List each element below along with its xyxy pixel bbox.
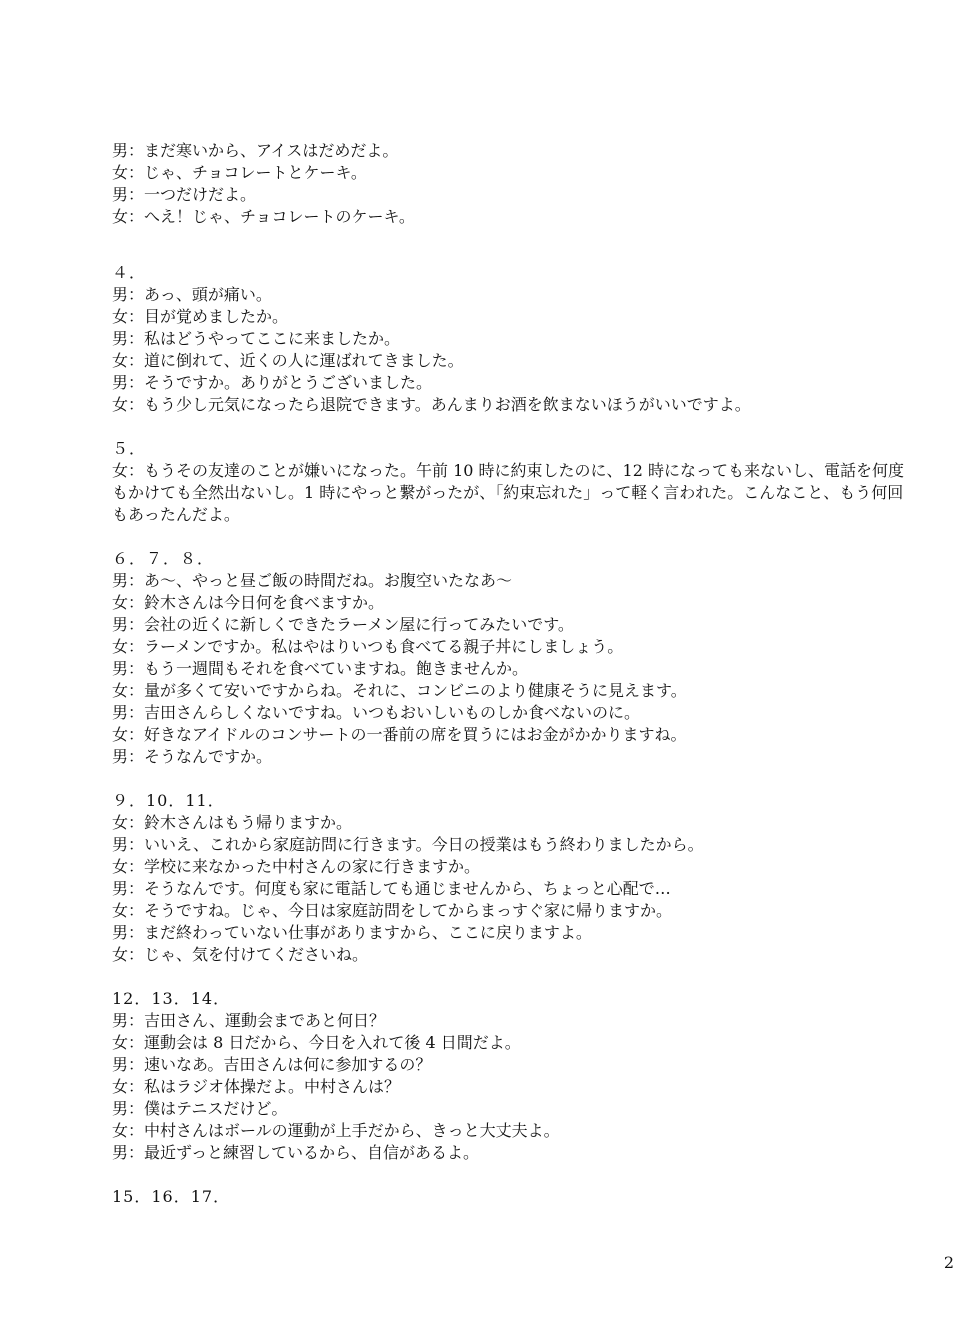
dialogue-line: 女：目が覚めましたか。 (112, 307, 289, 326)
dialogue-line: 女：鈴木さんは今日何を食べますか。 (112, 593, 385, 612)
dialogue-line: 女：好きなアイドルのコンサートの一番前の席を買うにはお金がかかりますね。 (112, 725, 687, 744)
dialogue-section (112, 262, 912, 416)
section-heading: ６．７．８． (112, 549, 215, 568)
dialogue-line: 女：道に倒れて、近くの人に運ばれてきました。 (112, 351, 464, 370)
dialogue-line: 男：いいえ、これから家庭訪問に行きます。今日の授業はもう終わりましたから。 (112, 835, 704, 854)
dialogue-line: 女：私はラジオ体操だよ。中村さんは？ (112, 1077, 401, 1096)
dialogue-line: 男：そうですか。ありがとうございました。 (112, 373, 433, 392)
dialogue-line: 女：鈴木さんはもう帰りますか。 (112, 813, 353, 832)
dialogue-section (112, 988, 912, 1164)
section-heading: 15．16．17． (112, 1187, 231, 1206)
transcript-body (112, 140, 912, 1208)
dialogue-line: 女：じゃ、気を付けてくださいね。 (112, 945, 369, 964)
section-heading: ９．10．11． (112, 791, 225, 810)
section-heading: ５． (112, 439, 147, 458)
dialogue-line: 男：一つだけだよ。 (112, 185, 257, 204)
dialogue-line: 男：もう一週間もそれを食べていますね。飽きませんか。 (112, 659, 529, 678)
dialogue-line: 男：吉田さんらしくないですね。いつもおいしいものしか食べないのに。 (112, 703, 641, 722)
dialogue-line: 女：運動会は 8 日だから、今日を入れて後 4 日間だよ。 (112, 1033, 521, 1052)
dialogue-line: 女：学校に来なかった中村さんの家に行きますか。 (112, 857, 481, 876)
dialogue-line: 男：最近ずっと練習しているから、自信があるよ。 (112, 1143, 480, 1162)
dialogue-line: 男：僕はテニスだけど。 (112, 1099, 288, 1118)
monologue-paragraph: 女：もうその友達のことが嫌いになった。午前 10 時に約束したのに、12 時になっても来ないし、電話を何度もかけても全然出ないし。1 時にやっと繋がったが、「約束忘れた」って軽く言われた。こんなこと、もう何回もあったんだよ。 (112, 461, 904, 524)
dialogue-line: 男：私はどうやってここに来ましたか。 (112, 329, 401, 348)
dialogue-line: 女：へえ！じゃ、チョコレートのケーキ。 (112, 207, 415, 226)
dialogue-section (112, 548, 912, 768)
dialogue-line: 女：そうですね。じゃ、今日は家庭訪問をしてからまっすぐ家に帰りますか。 (112, 901, 673, 920)
dialogue-line: 男：あっ、頭が痛い。 (112, 285, 272, 304)
page-number: 2 (943, 1253, 954, 1272)
dialogue-line: 男：あ～、やっと昼ご飯の時間だね。お腹空いたなあ～ (112, 571, 513, 590)
dialogue-line: 男：そうなんですか。 (112, 747, 273, 766)
dialogue-section (112, 790, 912, 966)
dialogue-section (112, 140, 912, 228)
dialogue-section (112, 438, 912, 526)
section-heading: 12．13．14． (112, 989, 231, 1008)
dialogue-line: 女：中村さんはボールの運動が上手だから、きっと大丈夫よ。 (112, 1121, 560, 1140)
dialogue-line: 男：まだ寒いから、アイスはだめだよ。 (112, 141, 399, 160)
dialogue-line: 男：そうなんです。何度も家に電話しても通じませんから、ちょっと心配で… (112, 879, 671, 898)
section-heading: ４． (112, 263, 147, 282)
dialogue-section (112, 1186, 912, 1208)
dialogue-line: 男：まだ終わっていない仕事がありますから、ここに戻りますよ。 (112, 923, 592, 942)
dialogue-line: 男：吉田さん、運動会まであと何日？ (112, 1011, 385, 1030)
dialogue-line: 女：じゃ、チョコレートとケーキ。 (112, 163, 367, 182)
dialogue-line: 男：会社の近くに新しくできたラーメン屋に行ってみたいです。 (112, 615, 574, 634)
dialogue-line: 女：もう少し元気になったら退院できます。あんまりお酒を飲まないほうがいいですよ。 (112, 395, 751, 414)
dialogue-line: 女：量が多くて安いですからね。それに、コンビニのより健康そうに見えます。 (112, 681, 687, 700)
dialogue-line: 男：速いなあ。吉田さんは何に参加するの？ (112, 1055, 432, 1074)
dialogue-line: 女：ラーメンですか。私はやはりいつも食べてる親子丼にしましょう。 (112, 637, 624, 656)
